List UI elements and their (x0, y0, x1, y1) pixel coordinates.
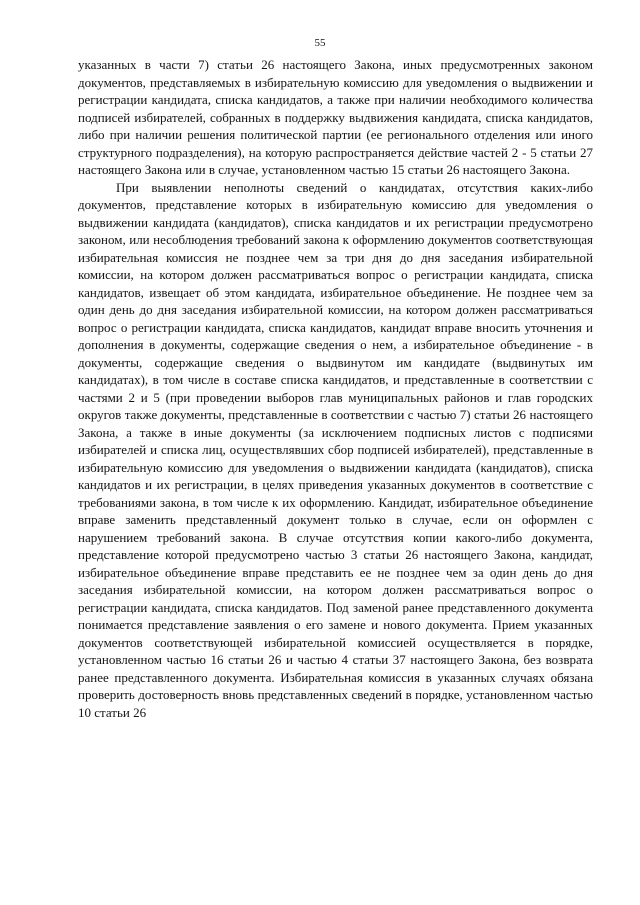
paragraph: При выявлении неполноты сведений о кандидатах, отсутствия каких-либо документов, представление которых в избирательную комиссию для уведомления о выдвижении кандидата (кандидатов), списка кандидатов и их регистрации предусмотрено законом, или несоблюдения требований закона к оформлению документов соответствующая избирательная комиссия не позднее чем за три дня до дня заседания избирательной комиссии, на котором должен рассматриваться вопрос о регистрации кандидата, списка кандидатов, извещает об этом кандидата, избирательное объединение. Не позднее чем за один день до дня заседания избирательной комиссии, на котором должен рассматриваться вопрос о регистрации кандидата, списка кандидатов, кандидат вправе вносить уточнения и дополнения в документы, содержащие сведения о нем, а избирательное объединение - в документы, содержащие сведения о выдвинутом им кандидате (выдвинутых им кандидатах), в том числе в составе списка кандидатов, и представленные в соответствии с частями 2 и 5 (при проведении выборов глав муниципальных районов и глав городских округов также документы, представленные в соответствии с частью 7) статьи 26 настоящего Закона, а также в иные документы (за исключением подписных листов с подписями избирателей и списка лиц, осуществлявших сбор подписей избирателей), представленные в избирательную комиссию для уведомления о выдвижении кандидата (кандидатов), списка кандидатов и их регистрации, в целях приведения указанных документов в соответствие с требованиями закона, в том числе к их оформлению. Кандидат, избирательное объединение вправе заменить представленный документ только в случае, если он оформлен с нарушением требований закона. В случае отсутствия копии какого-либо документа, представление которой предусмотрено частью 3 статьи 26 настоящего Закона, кандидат, избирательное объединение вправе представить ее не позднее чем за один день до дня заседания избирательной комиссии, на котором должен рассматриваться вопрос о регистрации кандидата, списка кандидатов. Под заменой ранее представленного документа понимается представление заявления о его замене и нового документа. Прием указанных документов соответствующей избирательной комиссией осуществляется в порядке, установленном частью 16 статьи 26 и частью 4 статьи 37 настоящего Закона, без возврата ранее представленного документа. Избирательная комиссия в указанных случаях обязана проверить достоверность вновь представленных сведений в порядке, установленном частью 10 статьи 26 (78, 179, 593, 720)
page-number: 55 (314, 37, 326, 49)
paragraph-continuation: указанных в части 7) статьи 26 настоящего Закона, иных предусмотренных законом документов, представляемых в избирательную комиссию для уведомления о выдвижении и регистрации кандидата, списка кандидатов, а также при наличии необходимого количества подписей избирателей, собранных в поддержку выдвижения кандидата, списка кандидатов, либо при наличии решения политической партии (ее регионального отделения или иного структурного подразделения), на которую распространяется действие частей 2 - 5 статьи 27 настоящего Закона или в случае, установленном частью 15 статьи 26 настоящего Закона. (78, 57, 593, 177)
body-text (78, 56, 593, 721)
